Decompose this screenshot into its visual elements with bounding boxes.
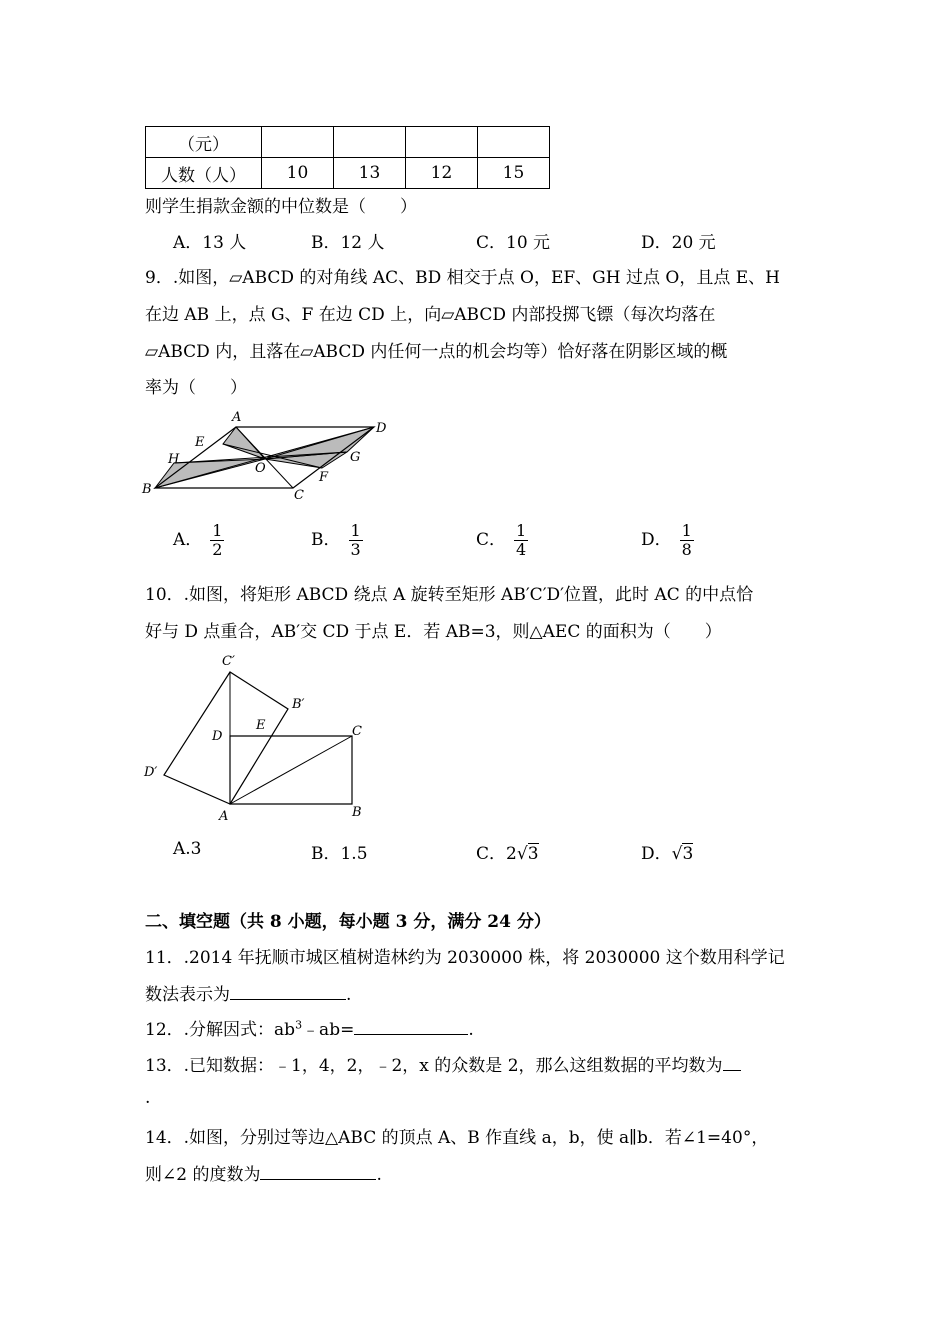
option-label: D． (641, 844, 672, 864)
q10-option-d (641, 839, 693, 864)
q10-line-1: 10．.如图，将矩形 ABCD 绕点 A 旋转至矩形 AB′C′D′位置，此时 AC 的中点恰 (145, 585, 754, 605)
denominator: 3 (350, 540, 361, 559)
table-cell: （元） (146, 127, 262, 158)
label-c-prime: C′ (222, 654, 235, 669)
q14-period: . (376, 1165, 382, 1185)
label-d-prime: D′ (144, 765, 158, 780)
table-row (146, 158, 550, 189)
q14-line-1: 14．.如图，分别过等边△ABC 的顶点 A、B 作直线 a，b，使 a∥b．若∠1=40°， (145, 1128, 769, 1148)
label-c: C (294, 488, 304, 503)
label-a: A (219, 809, 229, 824)
q9-line-3: ▱ABCD 内，且落在▱ABCD 内任何一点的机会均等）恰好落在阴影区域的概 (145, 342, 728, 362)
label-c: C (352, 724, 362, 739)
label-b: B (352, 805, 362, 820)
q9-line-1: 9．.如图，▱ABCD 的对角线 AC、BD 相交于点 O，EF、GH 过点 O，且点 E、H (145, 268, 780, 288)
label-e: E (256, 718, 266, 733)
q8-option-c: C．10 元 (476, 233, 551, 253)
diagonal-ac (230, 736, 352, 804)
donation-table (145, 126, 550, 189)
label-d: D (212, 729, 223, 744)
radicand: 3 (527, 844, 539, 864)
rectangle-rotation-figure (138, 645, 378, 825)
q9-option-c (476, 522, 528, 559)
option-label: D． (641, 530, 672, 550)
q8-option-a: A．13 人 (173, 233, 247, 253)
table-cell (406, 127, 478, 158)
label-g: G (350, 450, 361, 465)
q11-line-2 (145, 980, 351, 1005)
section-heading: 二、填空题（共 8 小题，每小题 3 分，满分 24 分） (145, 912, 551, 932)
numerator: 1 (350, 521, 361, 540)
label-h: H (168, 452, 180, 467)
q9-option-b (311, 522, 363, 559)
q9-option-d (641, 522, 694, 559)
numerator: 1 (212, 521, 223, 540)
fraction (349, 522, 363, 559)
fraction (210, 522, 224, 559)
label-f: F (319, 470, 329, 485)
table-cell: 12 (406, 158, 478, 189)
denominator: 2 (212, 540, 223, 559)
q11-text: 数法表示为 (145, 985, 230, 1005)
table-cell: 15 (478, 158, 550, 189)
label-a: A (232, 410, 242, 425)
q12-text-after: ﹣ab= (302, 1020, 355, 1040)
q13-text: 13．.已知数据：﹣1，4，2，﹣2，x 的众数是 2，那么这组数据的平均数为 (145, 1056, 723, 1076)
answer-blank (230, 999, 346, 1000)
table-cell (478, 127, 550, 158)
fraction (514, 522, 528, 559)
q8-question: 则学生捐款金额的中位数是（ ） (145, 197, 417, 217)
q13-line-1 (145, 1051, 741, 1076)
table-row (146, 127, 550, 158)
table-cell: 人数（人） (146, 158, 262, 189)
table-cell (262, 127, 334, 158)
answer-blank (260, 1179, 376, 1180)
q9-line-2: 在边 AB 上，点 G、F 在边 CD 上，向▱ABCD 内部投掷飞镖（每次均落在 (145, 305, 716, 325)
q10-option-b: B．1.5 (311, 844, 368, 864)
label-d: D (376, 421, 387, 436)
q10-line-2: 好与 D 点重合，AB′交 CD 于点 E．若 AB=3，则△AEC 的面积为（ ） (145, 622, 722, 642)
table-cell: 10 (262, 158, 334, 189)
q10-option-c (476, 839, 539, 864)
q12-line (145, 1015, 474, 1040)
exponent: 3 (295, 1018, 303, 1032)
q13-line-2: . (145, 1088, 151, 1108)
q9-line-4: 率为（ ） (145, 378, 247, 398)
label-b: B (142, 482, 152, 497)
option-label: A． (173, 530, 203, 550)
q11-line-1: 11．.2014 年抚顺市城区植树造林约为 2030000 株，将 2030000 这个数用科学记 (145, 948, 785, 968)
q12-text: 12．.分解因式：ab (145, 1020, 296, 1040)
q10-option-a: A.3 (173, 839, 202, 859)
fraction (680, 522, 694, 559)
option-label: B． (311, 530, 341, 550)
radicand: 3 (682, 844, 694, 864)
q12-period: . (468, 1020, 474, 1040)
numerator: 1 (516, 521, 527, 540)
q11-period: . (346, 985, 352, 1005)
table-cell (334, 127, 406, 158)
sqrt-symbol: √ (671, 844, 683, 864)
q8-option-b: B．12 人 (311, 233, 385, 253)
q8-option-d: D．20 元 (641, 233, 716, 253)
label-e: E (195, 435, 205, 450)
numerator: 1 (681, 521, 692, 540)
denominator: 8 (681, 540, 692, 559)
parallelogram-figure (138, 405, 398, 505)
answer-blank (723, 1070, 741, 1071)
sqrt-symbol: √ (516, 844, 528, 864)
denominator: 4 (516, 540, 527, 559)
answer-blank (354, 1034, 468, 1035)
q9-option-a (173, 522, 224, 559)
option-label: C． (476, 530, 507, 550)
label-b-prime: B′ (292, 697, 305, 712)
q14-line-2 (145, 1160, 382, 1185)
coefficient: 2 (506, 844, 517, 864)
table-cell: 13 (334, 158, 406, 189)
rectangle-ab'c'd' (164, 672, 288, 804)
label-o: O (255, 461, 266, 476)
q14-text: 则∠2 的度数为 (145, 1165, 261, 1185)
option-label: C． (476, 844, 507, 864)
